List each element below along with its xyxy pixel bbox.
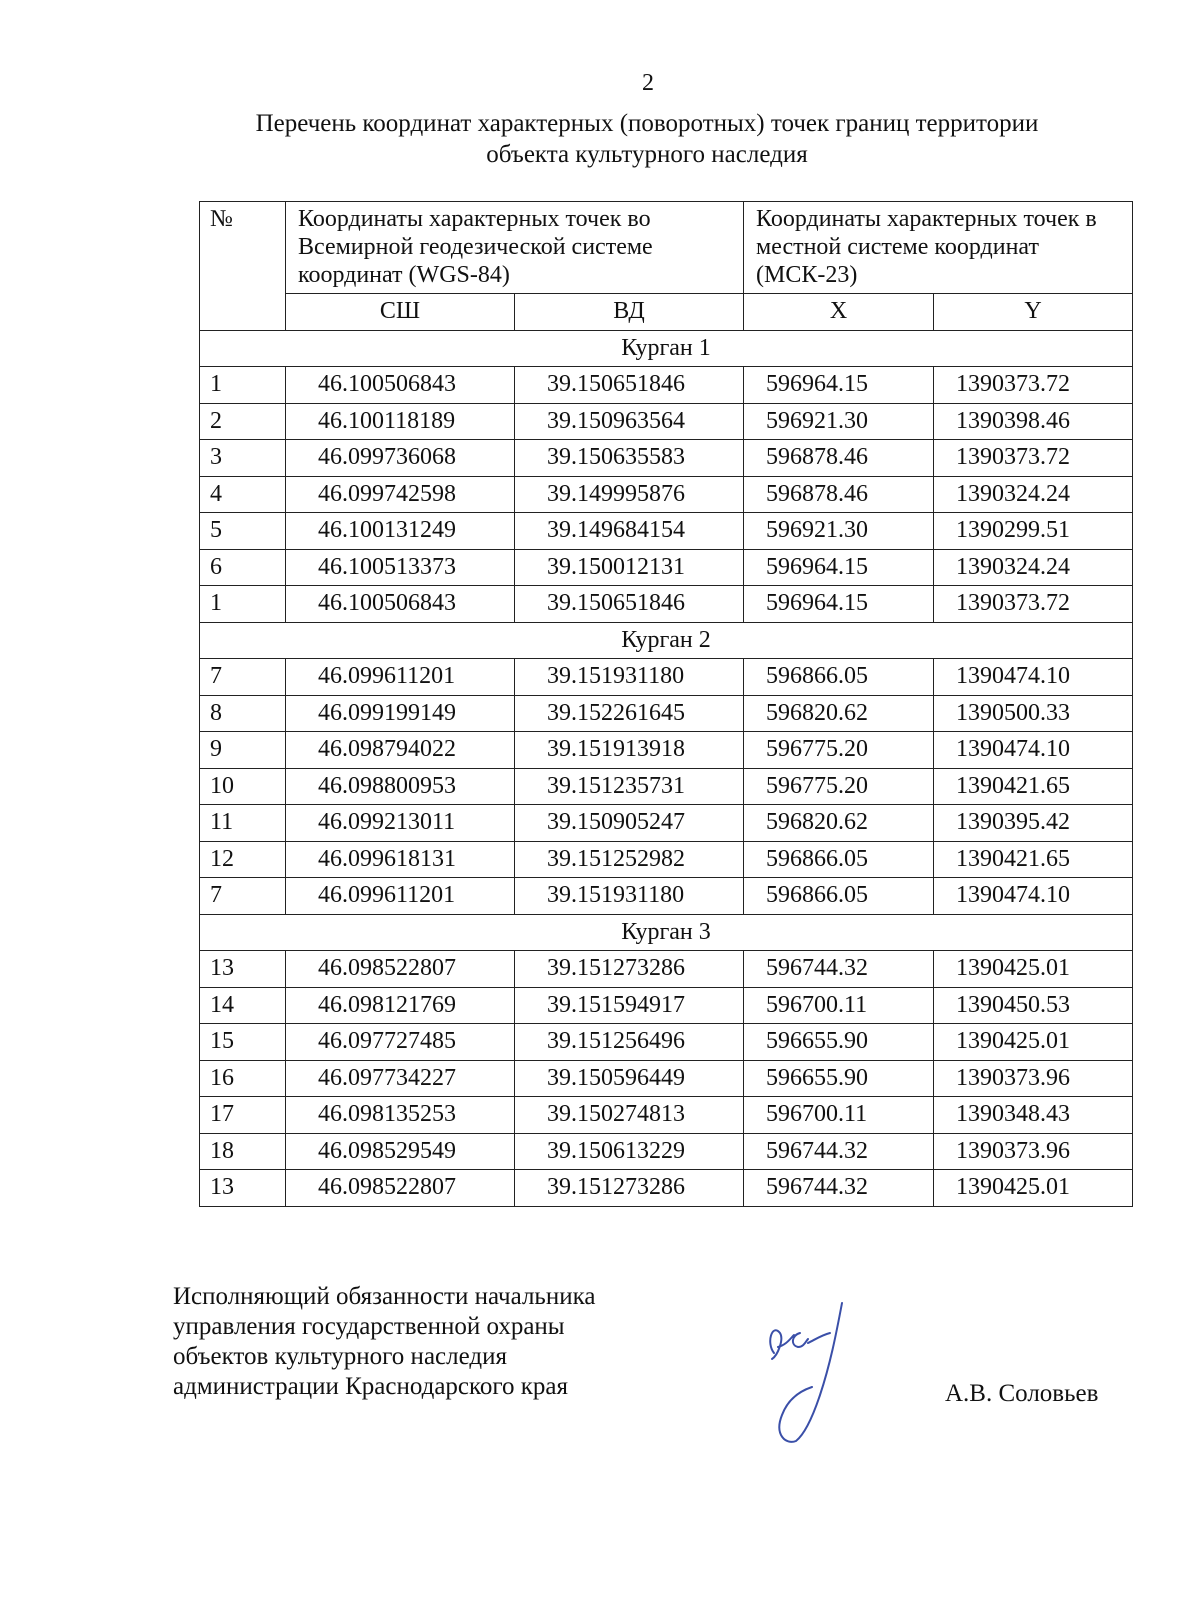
table-row — [200, 476, 1133, 513]
latitude-cell: 46.100118189 — [286, 403, 515, 440]
y-cell: 1390425.01 — [934, 1170, 1133, 1207]
longitude-cell: 39.151273286 — [515, 951, 744, 988]
x-cell: 596964.15 — [744, 586, 934, 623]
point-number-cell: 14 — [200, 987, 286, 1024]
subheader-latitude: СШ — [286, 294, 515, 331]
subheader-longitude: ВД — [515, 294, 744, 331]
group-row — [200, 914, 1133, 951]
latitude-cell: 46.098135253 — [286, 1097, 515, 1134]
group-name: Курган 3 — [200, 914, 1133, 951]
position-line-4: администрации Краснодарского края — [173, 1373, 569, 1400]
table-row — [200, 659, 1133, 696]
table-row — [200, 440, 1133, 477]
y-cell: 1390373.96 — [934, 1133, 1133, 1170]
point-number-cell: 8 — [200, 695, 286, 732]
position-line-2: управления государственной охраны — [173, 1313, 565, 1340]
x-cell: 596655.90 — [744, 1060, 934, 1097]
group-row — [200, 330, 1133, 367]
table-row — [200, 987, 1133, 1024]
x-cell: 596820.62 — [744, 805, 934, 842]
table-row — [200, 878, 1133, 915]
y-cell: 1390398.46 — [934, 403, 1133, 440]
latitude-cell: 46.097727485 — [286, 1024, 515, 1061]
group-row — [200, 622, 1133, 659]
latitude-cell: 46.098529549 — [286, 1133, 515, 1170]
longitude-cell: 39.151273286 — [515, 1170, 744, 1207]
coordinates-table-body — [200, 202, 1133, 1207]
longitude-cell: 39.150651846 — [515, 586, 744, 623]
y-cell: 1390474.10 — [934, 659, 1133, 696]
point-number-cell: 12 — [200, 841, 286, 878]
latitude-cell: 46.098522807 — [286, 951, 515, 988]
table-row — [200, 1170, 1133, 1207]
table-row — [200, 367, 1133, 404]
table-row — [200, 1060, 1133, 1097]
table-row — [200, 732, 1133, 769]
coordinates-table — [199, 201, 1133, 1207]
x-cell: 596921.30 — [744, 403, 934, 440]
y-cell: 1390474.10 — [934, 878, 1133, 915]
longitude-cell: 39.152261645 — [515, 695, 744, 732]
latitude-cell: 46.100131249 — [286, 513, 515, 550]
longitude-cell: 39.150651846 — [515, 367, 744, 404]
point-number-cell: 3 — [200, 440, 286, 477]
point-number-cell: 18 — [200, 1133, 286, 1170]
point-number-cell: 1 — [200, 586, 286, 623]
x-cell: 596820.62 — [744, 695, 934, 732]
longitude-cell: 39.150905247 — [515, 805, 744, 842]
latitude-cell: 46.099742598 — [286, 476, 515, 513]
position-line-1: Исполняющий обязанности начальника — [173, 1283, 596, 1310]
title-line-2: объекта культурного наследия — [486, 141, 808, 168]
y-cell: 1390421.65 — [934, 768, 1133, 805]
table-row — [200, 1024, 1133, 1061]
latitude-cell: 46.099199149 — [286, 695, 515, 732]
table-row — [200, 951, 1133, 988]
handwritten-signature-icon — [756, 1295, 866, 1445]
longitude-cell: 39.150635583 — [515, 440, 744, 477]
y-cell: 1390373.72 — [934, 367, 1133, 404]
x-cell: 596964.15 — [744, 549, 934, 586]
point-number-cell: 13 — [200, 951, 286, 988]
table-row — [200, 695, 1133, 732]
latitude-cell: 46.098800953 — [286, 768, 515, 805]
x-cell: 596921.30 — [744, 513, 934, 550]
subheader-y: Y — [934, 294, 1133, 331]
latitude-cell: 46.099736068 — [286, 440, 515, 477]
latitude-cell: 46.099213011 — [286, 805, 515, 842]
point-number-cell: 2 — [200, 403, 286, 440]
point-number-cell: 11 — [200, 805, 286, 842]
header-msk23: Координаты характерных точек в местной системе координат (МСК-23) — [744, 202, 1133, 294]
x-cell: 596775.20 — [744, 768, 934, 805]
longitude-cell: 39.151913918 — [515, 732, 744, 769]
point-number-cell: 6 — [200, 549, 286, 586]
x-cell: 596700.11 — [744, 1097, 934, 1134]
point-number-cell: 7 — [200, 878, 286, 915]
header-number: № — [200, 202, 286, 331]
x-cell: 596655.90 — [744, 1024, 934, 1061]
latitude-cell: 46.097734227 — [286, 1060, 515, 1097]
y-cell: 1390373.96 — [934, 1060, 1133, 1097]
x-cell: 596744.32 — [744, 1133, 934, 1170]
table-row — [200, 805, 1133, 842]
point-number-cell: 16 — [200, 1060, 286, 1097]
longitude-cell: 39.149995876 — [515, 476, 744, 513]
latitude-cell: 46.098522807 — [286, 1170, 515, 1207]
y-cell: 1390500.33 — [934, 695, 1133, 732]
longitude-cell: 39.150012131 — [515, 549, 744, 586]
y-cell: 1390348.43 — [934, 1097, 1133, 1134]
latitude-cell: 46.099618131 — [286, 841, 515, 878]
table-row — [200, 513, 1133, 550]
x-cell: 596775.20 — [744, 732, 934, 769]
longitude-cell: 39.151256496 — [515, 1024, 744, 1061]
longitude-cell: 39.151252982 — [515, 841, 744, 878]
point-number-cell: 13 — [200, 1170, 286, 1207]
latitude-cell: 46.098121769 — [286, 987, 515, 1024]
y-cell: 1390395.42 — [934, 805, 1133, 842]
signature-position-block — [173, 1282, 595, 1402]
y-cell: 1390373.72 — [934, 440, 1133, 477]
longitude-cell: 39.151594917 — [515, 987, 744, 1024]
longitude-cell: 39.150274813 — [515, 1097, 744, 1134]
table-row — [200, 841, 1133, 878]
y-cell: 1390474.10 — [934, 732, 1133, 769]
group-name: Курган 1 — [200, 330, 1133, 367]
latitude-cell: 46.100506843 — [286, 586, 515, 623]
point-number-cell: 9 — [200, 732, 286, 769]
latitude-cell: 46.098794022 — [286, 732, 515, 769]
header-wgs84: Координаты характерных точек во Всемирной геодезической системе координат (WGS-84) — [286, 202, 744, 294]
x-cell: 596700.11 — [744, 987, 934, 1024]
longitude-cell: 39.151931180 — [515, 659, 744, 696]
point-number-cell: 1 — [200, 367, 286, 404]
longitude-cell: 39.150613229 — [515, 1133, 744, 1170]
y-cell: 1390425.01 — [934, 1024, 1133, 1061]
point-number-cell: 15 — [200, 1024, 286, 1061]
x-cell: 596866.05 — [744, 878, 934, 915]
table-row — [200, 549, 1133, 586]
x-cell: 596964.15 — [744, 367, 934, 404]
table-row — [200, 1097, 1133, 1134]
signer-name: А.В. Соловьев — [945, 1380, 1099, 1407]
page-number: 2 — [642, 70, 654, 96]
longitude-cell: 39.151931180 — [515, 878, 744, 915]
x-cell: 596744.32 — [744, 951, 934, 988]
x-cell: 596866.05 — [744, 659, 934, 696]
group-name: Курган 2 — [200, 622, 1133, 659]
y-cell: 1390324.24 — [934, 549, 1133, 586]
y-cell: 1390450.53 — [934, 987, 1133, 1024]
point-number-cell: 5 — [200, 513, 286, 550]
latitude-cell: 46.100513373 — [286, 549, 515, 586]
longitude-cell: 39.150596449 — [515, 1060, 744, 1097]
table-row — [200, 768, 1133, 805]
table-row — [200, 586, 1133, 623]
table-header-row — [200, 202, 1133, 294]
point-number-cell: 10 — [200, 768, 286, 805]
point-number-cell: 17 — [200, 1097, 286, 1134]
y-cell: 1390299.51 — [934, 513, 1133, 550]
y-cell: 1390425.01 — [934, 951, 1133, 988]
longitude-cell: 39.151235731 — [515, 768, 744, 805]
latitude-cell: 46.100506843 — [286, 367, 515, 404]
table-row — [200, 1133, 1133, 1170]
x-cell: 596866.05 — [744, 841, 934, 878]
longitude-cell: 39.149684154 — [515, 513, 744, 550]
x-cell: 596744.32 — [744, 1170, 934, 1207]
subheader-x: X — [744, 294, 934, 331]
table-subheader-row — [200, 294, 1133, 331]
latitude-cell: 46.099611201 — [286, 659, 515, 696]
y-cell: 1390421.65 — [934, 841, 1133, 878]
y-cell: 1390373.72 — [934, 586, 1133, 623]
point-number-cell: 7 — [200, 659, 286, 696]
table-row — [200, 403, 1133, 440]
document-title — [150, 108, 1144, 170]
point-number-cell: 4 — [200, 476, 286, 513]
position-line-3: объектов культурного наследия — [173, 1343, 507, 1370]
x-cell: 596878.46 — [744, 440, 934, 477]
latitude-cell: 46.099611201 — [286, 878, 515, 915]
title-line-1: Перечень координат характерных (поворотных) точек границ территории — [255, 110, 1039, 137]
y-cell: 1390324.24 — [934, 476, 1133, 513]
longitude-cell: 39.150963564 — [515, 403, 744, 440]
x-cell: 596878.46 — [744, 476, 934, 513]
